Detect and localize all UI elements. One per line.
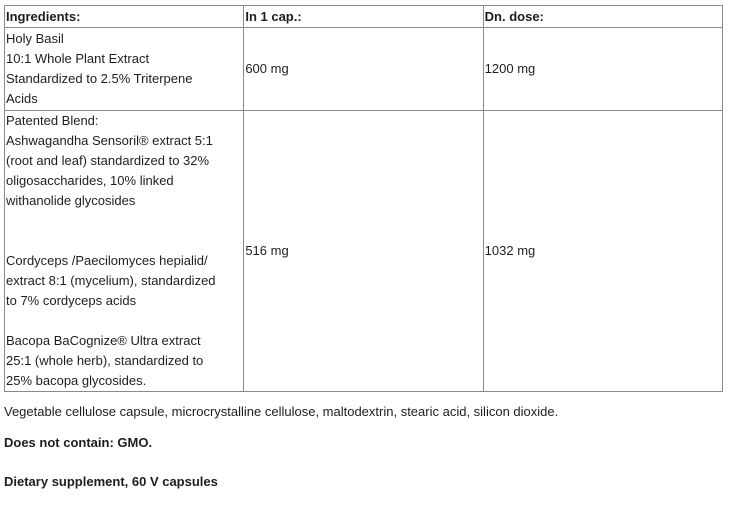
ingredient-line: Acids bbox=[6, 91, 38, 106]
ingredients-table bbox=[4, 5, 723, 392]
line-gap bbox=[6, 311, 242, 331]
per-capsule-value: 600 mg bbox=[244, 28, 483, 111]
daily-dose-value: 1200 mg bbox=[483, 28, 722, 111]
line-gap bbox=[6, 231, 242, 251]
line-gap bbox=[6, 211, 242, 231]
ingredient-line: to 7% cordyceps acids bbox=[6, 293, 137, 308]
table-header-row bbox=[5, 6, 723, 28]
ingredient-line: 25:1 (whole herb), standardized to bbox=[6, 353, 204, 368]
table-row bbox=[5, 28, 723, 111]
ingredient-line: Ashwagandha Sensoril® extract 5:1 bbox=[6, 133, 213, 148]
header-daily-dose: Dn. dose: bbox=[483, 6, 722, 28]
ingredient-line: 25% bacopa glycosides. bbox=[6, 373, 147, 388]
per-capsule-value: 516 mg bbox=[244, 111, 483, 392]
table-row bbox=[5, 111, 723, 392]
header-per-capsule: In 1 cap.: bbox=[244, 6, 483, 28]
ingredient-line: Bacopa BaCognize® Ultra extract bbox=[6, 333, 201, 348]
ingredient-line: extract 8:1 (mycelium), standardized bbox=[6, 273, 216, 288]
ingredient-line: withanolide glycosides bbox=[6, 193, 136, 208]
ingredient-line: 10:1 Whole Plant Extract bbox=[6, 51, 150, 66]
ingredient-line: (root and leaf) standardized to 32% bbox=[6, 153, 210, 168]
ingredient-line: Holy Basil bbox=[6, 31, 64, 46]
ingredient-cell bbox=[5, 28, 244, 111]
ingredient-cell bbox=[5, 111, 244, 392]
daily-dose-value: 1032 mg bbox=[483, 111, 722, 392]
header-ingredients: Ingredients: bbox=[5, 6, 244, 28]
excipients-note: Vegetable cellulose capsule, microcrystalline cellulose, maltodextrin, stearic acid, silicon dioxide. bbox=[4, 404, 559, 419]
ingredient-line: Patented Blend: bbox=[6, 113, 99, 128]
ingredient-line: oligosaccharides, 10% linked bbox=[6, 173, 174, 188]
product-form-note: Dietary supplement, 60 V capsules bbox=[4, 474, 218, 489]
ingredient-line: Standardized to 2.5% Triterpene bbox=[6, 71, 193, 86]
ingredient-line: Cordyceps /Paecilomyces hepialid/ bbox=[6, 253, 208, 268]
gmo-note: Does not contain: GMO. bbox=[4, 435, 153, 450]
